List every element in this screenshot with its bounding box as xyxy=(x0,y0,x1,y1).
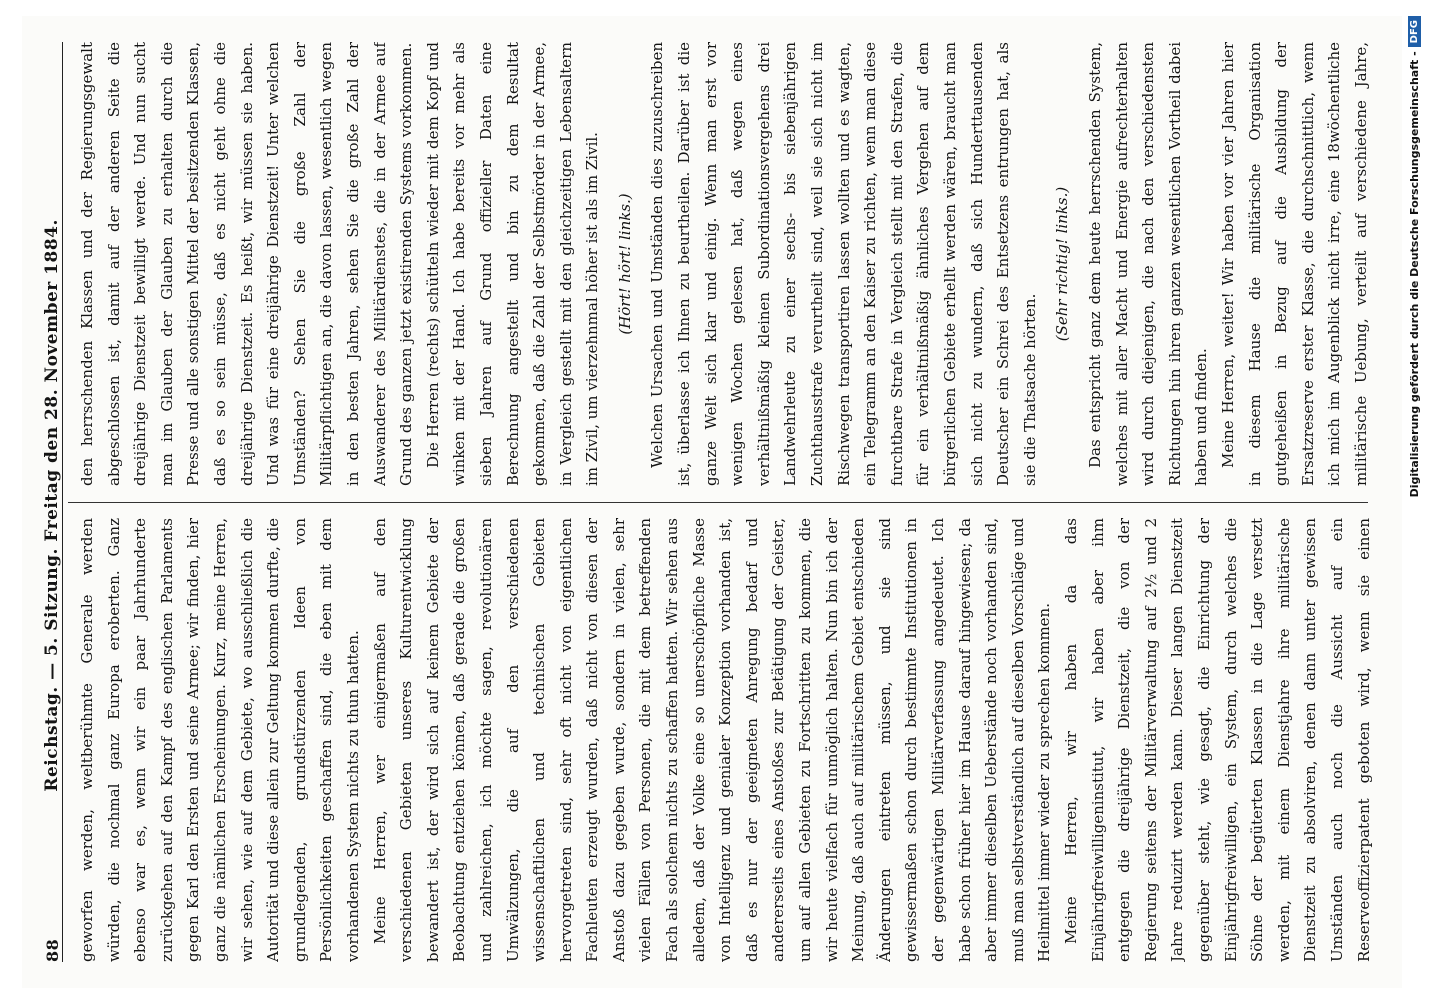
scanned-page xyxy=(22,16,1402,988)
paragraph: Das entspricht ganz dem heute herrschenden System, welches mit aller Macht und Energie aufrechterhalten wird durch diejenigen, die nach den verschiedensten Richtungen hin ihren ganzen wesentlichen Vortheil dabei haben und finden. xyxy=(1085,42,1211,486)
interjection: (Sehr richtig! links.) xyxy=(1053,186,1072,342)
paragraph: Meine Herren, weiter! Wir haben vor vier Jahren hier in diesem Hause die militärische Organisation gutgeheißen in Bezug auf die Ausbildung der Ersatzreserve erster Klasse, die durchschnittlich, wenn ich mich im Augenblick nicht irre, eine 18wöchentliche militärische Uebung, verteilt auf verschiedene Jahre, xyxy=(1218,42,1370,486)
credit-text: Digitalisierung gefördert durch die Deutsche Forschungsgemeinschaft - xyxy=(1407,51,1421,498)
column-divider xyxy=(68,502,1368,503)
right-column xyxy=(74,42,1374,486)
credit-line xyxy=(1404,16,1424,984)
interjection: (Hört! hört! links.) xyxy=(615,193,634,335)
dfg-logo: DFG xyxy=(1408,16,1421,47)
digitization-credit-strip xyxy=(1404,16,1424,984)
paragraph: Die Herren (rechts) schütteln wieder mit dem Kopf und winken mit der Hand. Ich habe bereits vor mehr als sieben Jahren auf Grund offizieller Daten eine Berechnung angestellt und bin zu dem Resultat gekommen, daß die Zahl der Selbstmörder in der Armee, in Vergleich gestellt mit den gleichzeitigen Lebensaltern im Zivil, um vierzehnmal höher ist als im Zivil. xyxy=(423,42,602,486)
page-number: 88 xyxy=(43,938,62,962)
paragraph: Meine Herren, wir haben da das Einjährigfreiwilligeninstitut, wir haben aber ihm entgegen die dreijährige Dienstzeit, die von der Regierung seitens der Militärverwaltung auf 2½ und 2 Jahre reduzirt werden kann. Dieser langen Dienstzeit gegenüber steht, wie gesagt, die Einrichtung der Einjährigfreiwilligen, ein System, durch welches die Söhne der begüterten Klassen in die Lage versetzt werden, mit einem Dienstjahre ihre militärische Dienstzeit zu absolviren, denen dann unter gewissen Umständen auch noch die Aussicht auf ein Reserveoffizierpatent geboten wird, wenn sie einen xyxy=(1061,518,1373,962)
page-header xyxy=(36,42,63,962)
paragraph: Meine Herren, wer einigermaßen auf den verschiedenen Gebieten unseres Kulturentwicklung bewandert ist, der wird sich auf keinem Gebiete der Beobachtung entziehen können, daß gerade die großen und zahlreichen, ich möchte sagen, revolutionären Umwälzungen, die auf den verschiedenen wissenschaftlichen und technischen Gebieten hervorgetreten sind, sehr oft nicht von eigentlichen Fachleuten erzeugt wurden, daß nicht von diesen der Anstoß dazu gegeben wurde, sondern in vielen, sehr vielen Fällen von Personen, die mit dem betreffenden Fach als solchem nichts zu schaffen hatten. Wir sehen aus alledem, daß der Volke eine so unerschöpfliche Masse von Intelligenz und genialer Konzeption vorhanden ist, daß es nur der geeigneten Anregung bedarf und andererseits eines Anstoßes zur Betätigung der Geister, um auf allen Gebieten zu Fortschritten zu kommen, die wir heute vielfach für unmöglich halten. Nun bin ich der Meinung, daß auch auf militärischem Gebiet entschieden Änderungen eintreten müssen, und sie sind gewissermaßen schon durch bestimmte Institutionen in der gegenwärtigen Militärverfassung angedeutet. Ich habe schon früher hier im Hause darauf hingewiesen; da aber immer dieselben Ueberstände noch vorhanden sind, muß man selbstverständlich auf dieselben Vorschläge und Heilmittel immer wieder zu sprechen kommen. xyxy=(370,518,1054,962)
running-title: Reichstag. — 5. Sitzung. Freitag den 28. November 1884. xyxy=(42,219,62,792)
paragraph: geworfen werden, weltberühmte Generale werden würden, die nochmal ganz Europa eroberten. Ganz ebenso war es, wenn wir ein paar Jahrhunderte zurückgehen auf den Kampf des englischen Parlaments gegen Karl den Ersten und seine Armee; wir finden, hier ganz die nämlichen Erscheinungen. Kurz, meine Herren, wir sehen, wie auf dem Gebiete, wo ausschließlich die Autorität und diese allein zur Geltung kommen durfte, die grundlegenden, grundstürzenden Ideen von Persönlichkeiten geschaffen sind, die eben mit dem vorhandenen System nichts zu thun hatten. xyxy=(78,518,362,962)
left-column xyxy=(74,518,1374,962)
paragraph: Welchen Ursachen und Umständen dies zuzuschreiben ist, überlasse ich Ihnen zu beurtheilen. Darüber ist die ganze Welt sich klar und einig. Wenn man erst vor wenigen Wochen gelesen hat, daß wegen eines verhältnißmäßig kleinen Subordinationsvergehens drei Landwehrleute zu einer sechs- bis siebenjährigen Zuchthausstrafe verurtheilt sind, weil sie sich nicht im Rischwegen transportiren lassen wollten und es wagten, ein Telegramm an den Kaiser zu richten, wenn man diese furchtbare Strafe in Vergleich stellt mit den Strafen, die für ein verhältnißmäßig ähnliches Vergehen auf dem bürgerlichen Gebiete erhellt werden wären, braucht man sich nicht zu wundern, daß sich Hunderttausenden Deutscher ein Schrei des Entsetzens entrungen hat, als sie die Thatsache hörten. xyxy=(648,42,1039,486)
rotated-page-content xyxy=(22,16,1402,988)
paragraph: den herrschenden Klassen und der Regierungsgewalt abgeschlossen ist, damit auf der anderen Seite die dreijährige Dienstzeit bewilligt werde. Und nun sucht man im Glauben der Glauben zu erhalten durch die Presse und alle sonstigen Mittel der besitzenden Klassen, daß es so sein müsse, daß es nicht geht ohne die dreijährige Dienstzeit. Es heißt, wir müssen sie haben. Und was für eine dreijährige Dienstzeit! Unter welchen Umständen? Sehen Sie die große Zahl der Militärpflichtigen an, die davon lassen, wesentlich wegen in den besten Jahren, sehen Sie die große Zahl der Auswanderer des Militärdienstes, die in der Armee auf Grund des ganzen jetzt existirenden Systems vorkommen. xyxy=(78,42,416,486)
